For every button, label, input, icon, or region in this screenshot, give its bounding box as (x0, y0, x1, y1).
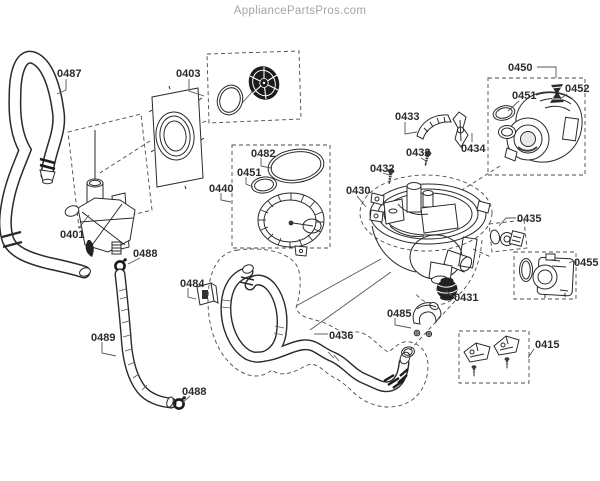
callout-0487: 0487 (57, 68, 82, 80)
hose-clamp-lower (174, 396, 185, 408)
part-curved-bracket (417, 115, 451, 139)
drain-pump-motor (533, 254, 574, 298)
callout-0455: 0455 (574, 257, 599, 269)
part-drain-hose (208, 249, 432, 407)
callout-0489: 0489 (91, 332, 116, 344)
heater-housing (258, 193, 324, 256)
part-supply-hose (119, 274, 174, 408)
part-sump-basin (360, 175, 492, 305)
callout-0485: 0485 (387, 308, 412, 320)
callout-0435: 0435 (517, 213, 542, 225)
callout-0451-seal: 0451 (237, 167, 262, 179)
impeller-wheel (244, 62, 285, 105)
callout-0430: 0430 (346, 185, 371, 197)
callout-0403: 0403 (176, 68, 201, 80)
callout-0484: 0484 (180, 278, 205, 290)
part-heater-pump-housing-kit (232, 145, 330, 256)
motor-body (499, 92, 583, 162)
callout-0440: 0440 (209, 183, 234, 195)
part-drain-pump-kit (514, 252, 576, 299)
callout-0401: 0401 (60, 229, 85, 241)
watermark-text: AppliancePartsPros.com (233, 5, 367, 17)
callout-0431: 0431 (454, 292, 479, 304)
callout-0415: 0415 (535, 339, 560, 351)
callout-0432-upper: 0432 (406, 147, 431, 159)
callout-0482: 0482 (251, 148, 276, 160)
part-fill-hose-loop (2, 57, 92, 277)
callout-0434: 0434 (461, 143, 486, 155)
part-mounting-plate (149, 86, 204, 189)
callout-0488-lower: 0488 (182, 386, 207, 398)
callout-0451-motor: 0451 (512, 90, 537, 102)
callout-0436: 0436 (329, 330, 354, 342)
callout-0432-left: 0432 (370, 163, 395, 175)
part-holder-bracket (453, 112, 468, 147)
callout-0433: 0433 (395, 111, 420, 123)
callout-0452: 0452 (565, 83, 590, 95)
part-impeller-seal-kit (207, 51, 301, 123)
part-fastener-bracket-kit (459, 331, 529, 383)
part-hose-holder-clamp (413, 301, 441, 324)
part-water-inlet-assembly (64, 179, 135, 257)
callout-0450: 0450 (508, 62, 533, 74)
callout-0488-upper: 0488 (133, 248, 158, 260)
